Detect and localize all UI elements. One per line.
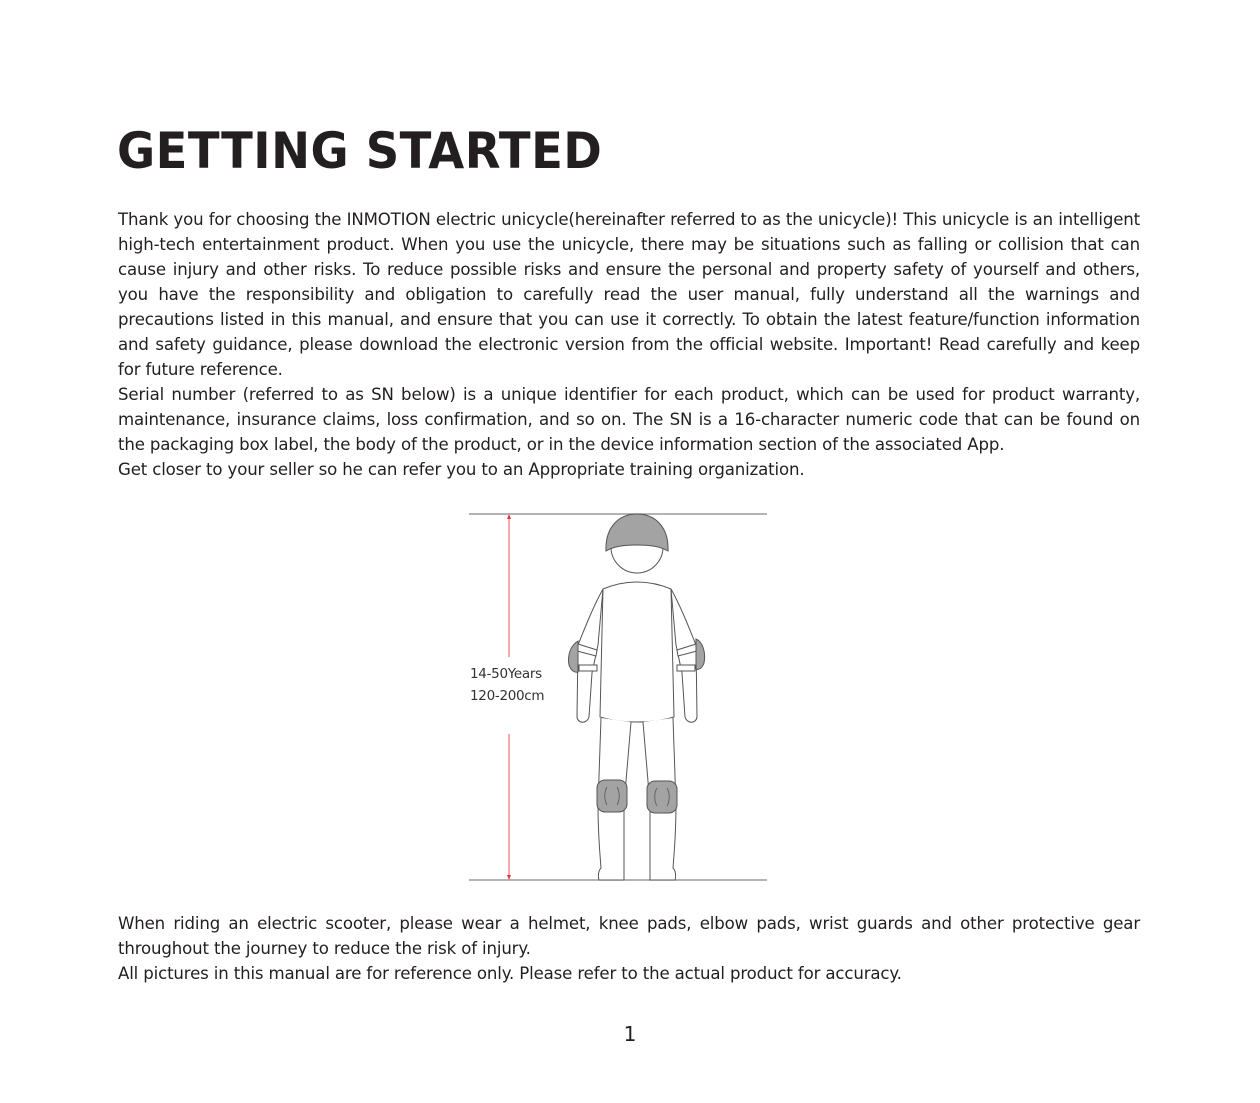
- page-title: GETTING STARTED: [117, 122, 603, 180]
- arrow-down-icon: [507, 875, 511, 880]
- left-knee-pad-icon: [597, 780, 627, 812]
- arrow-up-icon: [507, 514, 511, 519]
- intro-paragraph-welcome: Thank you for choosing the INMOTION electric unicycle(hereinafter referred to as the unicycle)! This unicycle is an intelligent high-tech entertainment product. When you use the unicycle, there may be situations such as falling or collision that can cause injury and other risks. To reduce possible risks and ensure the personal and property safety of yourself and others, you have the responsibility and obligation to carefully read the user manual, fully understand all the warnings and precautions listed in this manual, and ensure that you can use it correctly. To obtain the latest feature/function information and safety guidance, please download the electronic version from the official website. Important! Read carefully and keep for future reference.: [118, 210, 1140, 379]
- outro-paragraph-protective-gear: When riding an electric scooter, please wear a helmet, knee pads, elbow pads, wrist guards and other protective gear throughout the journey to reduce the risk of injury.: [118, 914, 1140, 958]
- right-elbow-pad-icon: [696, 639, 705, 669]
- intro-paragraph-serial-number: Serial number (referred to as SN below) is a unique identifier for each product, which can be used for product warranty, maintenance, insurance claims, loss confirmation, and so on. The SN is a 16-character numeric code that can be found on the packaging box label, the body of the product, or in the device information section of the associated App.: [118, 385, 1140, 454]
- rider-height-figure: [465, 505, 775, 890]
- outro-paragraph-disclaimer: All pictures in this manual are for reference only. Please refer to the actual product for accuracy.: [118, 964, 902, 983]
- right-arm: [671, 589, 697, 722]
- right-knee-pad-icon: [647, 781, 677, 813]
- age-range-label: 14-50Years: [470, 666, 542, 682]
- left-elbow-strap-lower: [579, 665, 597, 671]
- right-elbow-strap-lower: [677, 665, 695, 671]
- intro-section: [118, 207, 1140, 482]
- page-number: 1: [623, 1022, 637, 1046]
- helmet-icon: [606, 514, 668, 551]
- height-range-label: 120-200cm: [470, 688, 545, 704]
- left-elbow-pad-icon: [568, 641, 578, 672]
- torso: [600, 582, 674, 722]
- outro-section: [118, 911, 1140, 986]
- left-arm: [577, 589, 603, 722]
- intro-paragraph-training: Get closer to your seller so he can refer you to an Appropriate training organization.: [118, 460, 805, 479]
